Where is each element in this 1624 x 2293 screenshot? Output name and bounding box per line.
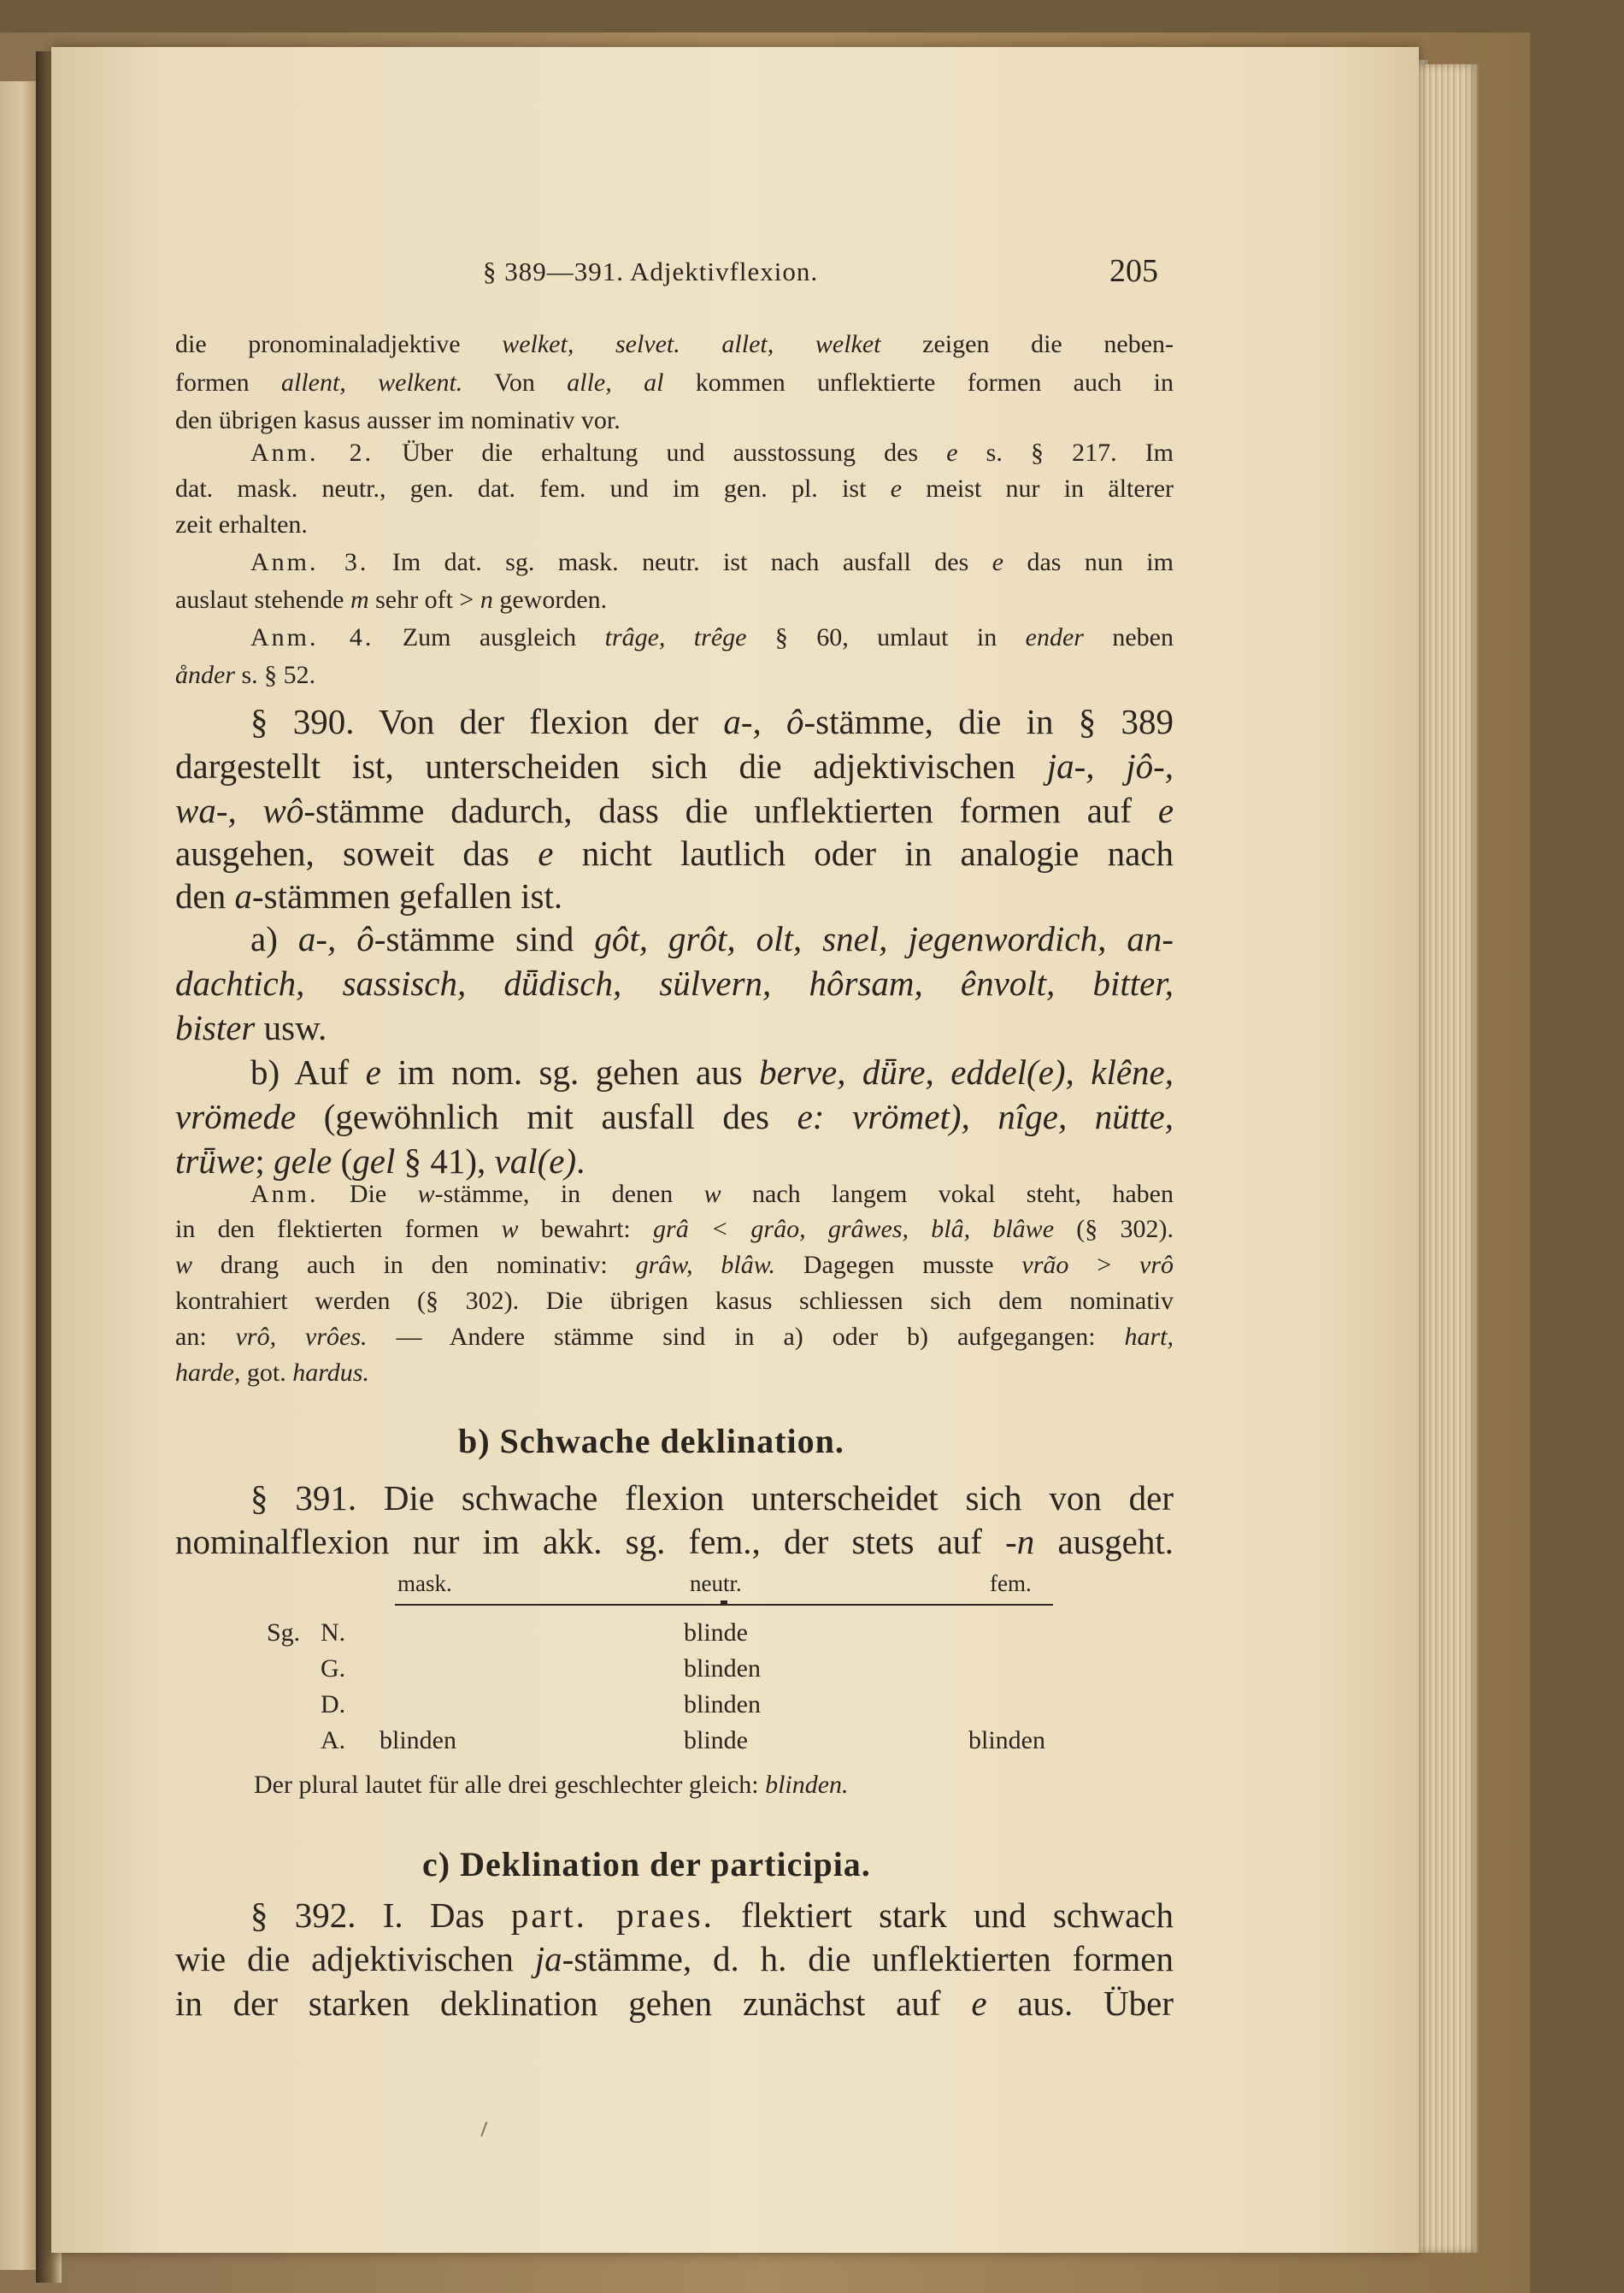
table-case: N. (321, 1618, 346, 1647)
section-heading: c) Deklination der participia. (422, 1845, 871, 1883)
left-page-edge (0, 81, 36, 2270)
section-heading: b) Schwache deklination. (458, 1422, 844, 1460)
s392-line: § 392. I. Das part. praes. flektiert stark und schwach (250, 1895, 1174, 1935)
anm-label: Anm. 2. (250, 439, 374, 467)
table-cell: blinde (684, 1618, 748, 1647)
table-brace-tick (721, 1600, 727, 1606)
anm-w-line: w drang auch in den nominativ: grâw, blâw. Dagegen musste vrão > vrô (175, 1251, 1174, 1279)
anm-w-line: an: vrô, vrôes. — Andere stämme sind in a) oder b) aufgegangen: hart, (175, 1323, 1174, 1351)
para1-line: den übrigen kasus ausser im nominativ vor. (175, 406, 621, 434)
table-cell: blinde (684, 1726, 748, 1754)
table-header-mask: mask. (397, 1571, 452, 1596)
anm-w-line: Anm. Die w-stämme, in denen w nach langem vokal steht, haben (250, 1180, 1174, 1208)
running-head: § 389—391. Adjektivflexion. (483, 256, 819, 286)
anm3-line: auslaut stehende m sehr oft > n geworden. (175, 586, 608, 614)
table-case: D. (321, 1690, 346, 1718)
anm2-line: dat. mask. neutr., gen. dat. fem. und im gen. pl. ist e meist nur in älterer (175, 475, 1174, 503)
table-cell: blinden (684, 1690, 761, 1718)
anm4-line: ånder s. § 52. (175, 661, 316, 689)
s390-line: den a-stämmen gefallen ist. (175, 876, 563, 916)
s390-line: dargestellt ist, unterscheiden sich die adjektivischen ja-, jô-, (175, 746, 1174, 786)
table-header-neutr: neutr. (690, 1571, 742, 1596)
plural-note: Der plural lautet für alle drei geschlechter gleich: blinden. (254, 1771, 849, 1799)
anm3-line: Anm. 3. Im dat. sg. mask. neutr. ist nach ausfall des e das nun im (250, 548, 1174, 576)
table-sg-label: Sg. (267, 1618, 301, 1647)
s390-line: dachtich, sassisch, dǖdisch, sülvern, hôrsam, ênvolt, bitter, (175, 964, 1174, 1003)
para1-line: die pronominaladjektive welket, selvet. allet, welket zeigen die neben- (175, 330, 1174, 358)
s390-line: bister usw. (175, 1008, 327, 1047)
s392-line: in der starken deklination gehen zunächst auf e aus. Über (175, 1984, 1174, 2023)
page-number: 205 (1109, 253, 1158, 289)
anm4-line: Anm. 4. Zum ausgleich trâge, trêge § 60, umlaut in ender neben (250, 623, 1174, 651)
s391-line: § 391. Die schwache flexion unterscheidet sich von der (250, 1478, 1174, 1518)
table-cell: blinden (380, 1726, 456, 1754)
anm-w-line: in den flektierten formen w bewahrt: grâ < grâo, grâwes, blâ, blâwe (§ 302). (175, 1215, 1174, 1243)
s390-line: vrömede (gewöhnlich mit ausfall des e: vrömet), nîge, nütte, (175, 1097, 1174, 1136)
anm-label: Anm. 4. (250, 623, 374, 651)
anm-label: Anm. 3. (250, 548, 369, 576)
anm-w-line: kontrahiert werden (§ 302). Die übrigen kasus schliessen sich dem nominativ (175, 1287, 1174, 1315)
anm2-line: Anm. 2. Über die erhaltung und ausstossung des e s. § 217. Im (250, 439, 1174, 467)
s390-line: wa-, wô-stämme dadurch, dass die unflektierten formen auf e (175, 791, 1174, 830)
s390-line: § 390. Von der flexion der a-, ô-stämme, die in § 389 (250, 702, 1174, 741)
table-cell: blinden (684, 1654, 761, 1683)
s390-line: ausgehen, soweit das e nicht lautlich oder in analogie nach (175, 834, 1174, 873)
s390-line: a) a-, ô-stämme sind gôt, grôt, olt, snel, jegenwordich, an- (250, 919, 1174, 958)
s391-line: nominalflexion nur im akk. sg. fem., der stets auf -n ausgeht. (175, 1522, 1174, 1561)
anm2-line: zeit erhalten. (175, 510, 308, 539)
para1-line: formen allent, welkent. Von alle, al kommen unflektierte formen auch in (175, 368, 1174, 397)
s390-line: trǖwe; gele (gel § 41), val(e). (175, 1141, 585, 1181)
table-header-fem: fem. (990, 1571, 1032, 1596)
anm-w-line: harde, got. hardus. (175, 1359, 369, 1387)
table-case: A. (321, 1726, 346, 1754)
table-case: G. (321, 1654, 346, 1683)
table-cell: blinden (968, 1726, 1045, 1754)
anm-label: Anm. (250, 1180, 319, 1208)
s392-line: wie die adjektivischen ja-stämme, d. h. die unflektierten formen (175, 1939, 1174, 1978)
s390-line: b) Auf e im nom. sg. gehen aus berve, dǖre, eddel(e), klêne, (250, 1052, 1174, 1092)
